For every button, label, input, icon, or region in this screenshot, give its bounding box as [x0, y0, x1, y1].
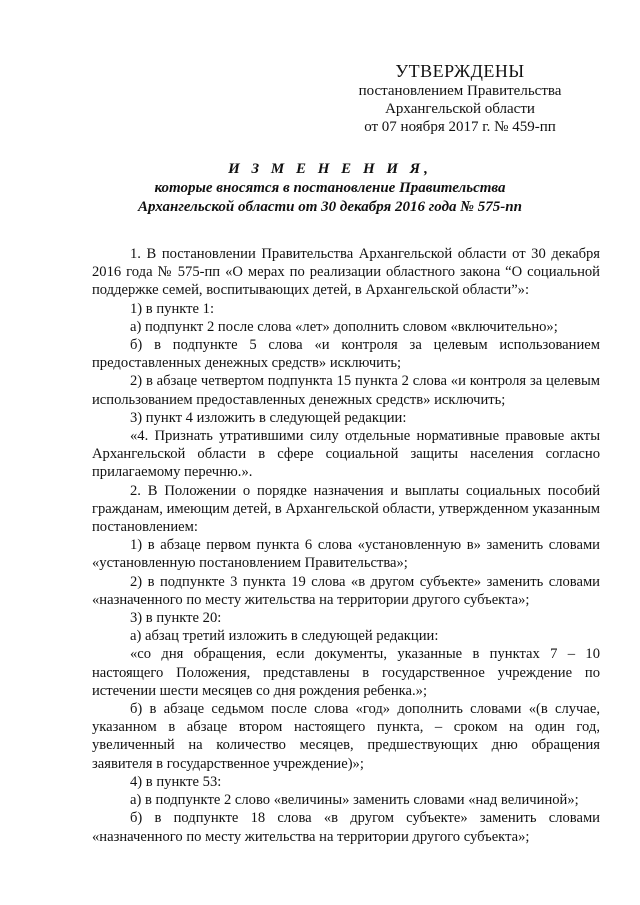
paragraph: 3) в пункте 20: — [130, 610, 222, 627]
paragraph: б) в абзаце седьмом после слова «год» дополнить словами «(в случае, указанном в абзаце втором настоящего пункта, – сроком на один год, увеличенный на количество месяцев, предшествующих дню обращения заявителя в государственное учреждение)»; — [92, 701, 600, 772]
paragraph: 1. В постановлении Правительства Архангельской области от 30 декабря 2016 года № 575-пп «О мерах по реализации областного закона “О социальной поддержке семей, воспитывающих детей, в Архангельской области”»: — [92, 246, 600, 299]
paragraph: а) в подпункте 2 слово «величины» заменить словами «над величиной»; — [130, 792, 579, 809]
heading-title: И З М Е Н Е Н И Я, — [228, 161, 432, 177]
paragraph: а) абзац третий изложить в следующей редакции: — [130, 628, 439, 645]
paragraph: «4. Признать утратившими силу отдельные нормативные правовые акты Архангельской области в сфере социальной защиты населения согласно прилагаемому перечню.». — [92, 428, 600, 481]
approval-block — [330, 60, 590, 136]
approval-title: УТВЕРЖДЕНЫ — [395, 61, 525, 81]
document-body — [92, 245, 600, 846]
paragraph: 2. В Положении о порядке назначения и выплаты социальных пособий гражданам, имеющим детей, в Архангельской области, утвержденном указанным постановлением: — [92, 482, 600, 536]
paragraph: 3) пункт 4 изложить в следующей редакции: — [130, 409, 407, 426]
heading-line: Архангельской области от 30 декабря 2016 года № 575-пп — [138, 199, 522, 215]
approval-line: постановлением Правительства — [358, 83, 562, 99]
paragraph: б) в подпункте 18 слова «в другом субъекте» заменить словами «назначенного по месту жительства на территории другого субъекта»; — [92, 810, 600, 845]
paragraph: 4) в пункте 53: — [130, 773, 222, 790]
paragraph: 1) в пункте 1: — [130, 300, 215, 317]
paragraph: 1) в абзаце первом пункта 6 слова «установленную в» заменить словами «установленную постановлением Правительства»; — [92, 537, 600, 572]
paragraph: 2) в подпункте 3 пункта 19 слова «в другом субъекте» заменить словами «назначенного по месту жительства на территории другого субъекта»; — [92, 573, 600, 608]
paragraph: а) подпункт 2 после слова «лет» дополнить словом «включительно»; — [130, 318, 558, 335]
paragraph: б) в подпункте 5 слова «и контроля за целевым использованием предоставленных денежных средств» исключить; — [92, 337, 600, 372]
approval-line: от 07 ноября 2017 г. № 459-пп — [364, 119, 556, 135]
approval-line: Архангельской области — [385, 101, 535, 117]
paragraph: «со дня обращения, если документы, указанные в пунктах 7 – 10 настоящего Положения, представлены в государственное учреждение по истечении шести месяцев со дня рождения ребенка.»; — [92, 646, 600, 699]
document-heading — [95, 160, 565, 217]
heading-line: которые вносятся в постановление Правительства — [154, 180, 506, 196]
paragraph: 2) в абзаце четвертом подпункта 15 пункта 2 слова «и контроля за целевым использованием предоставленных денежных средств» исключить; — [92, 373, 600, 408]
